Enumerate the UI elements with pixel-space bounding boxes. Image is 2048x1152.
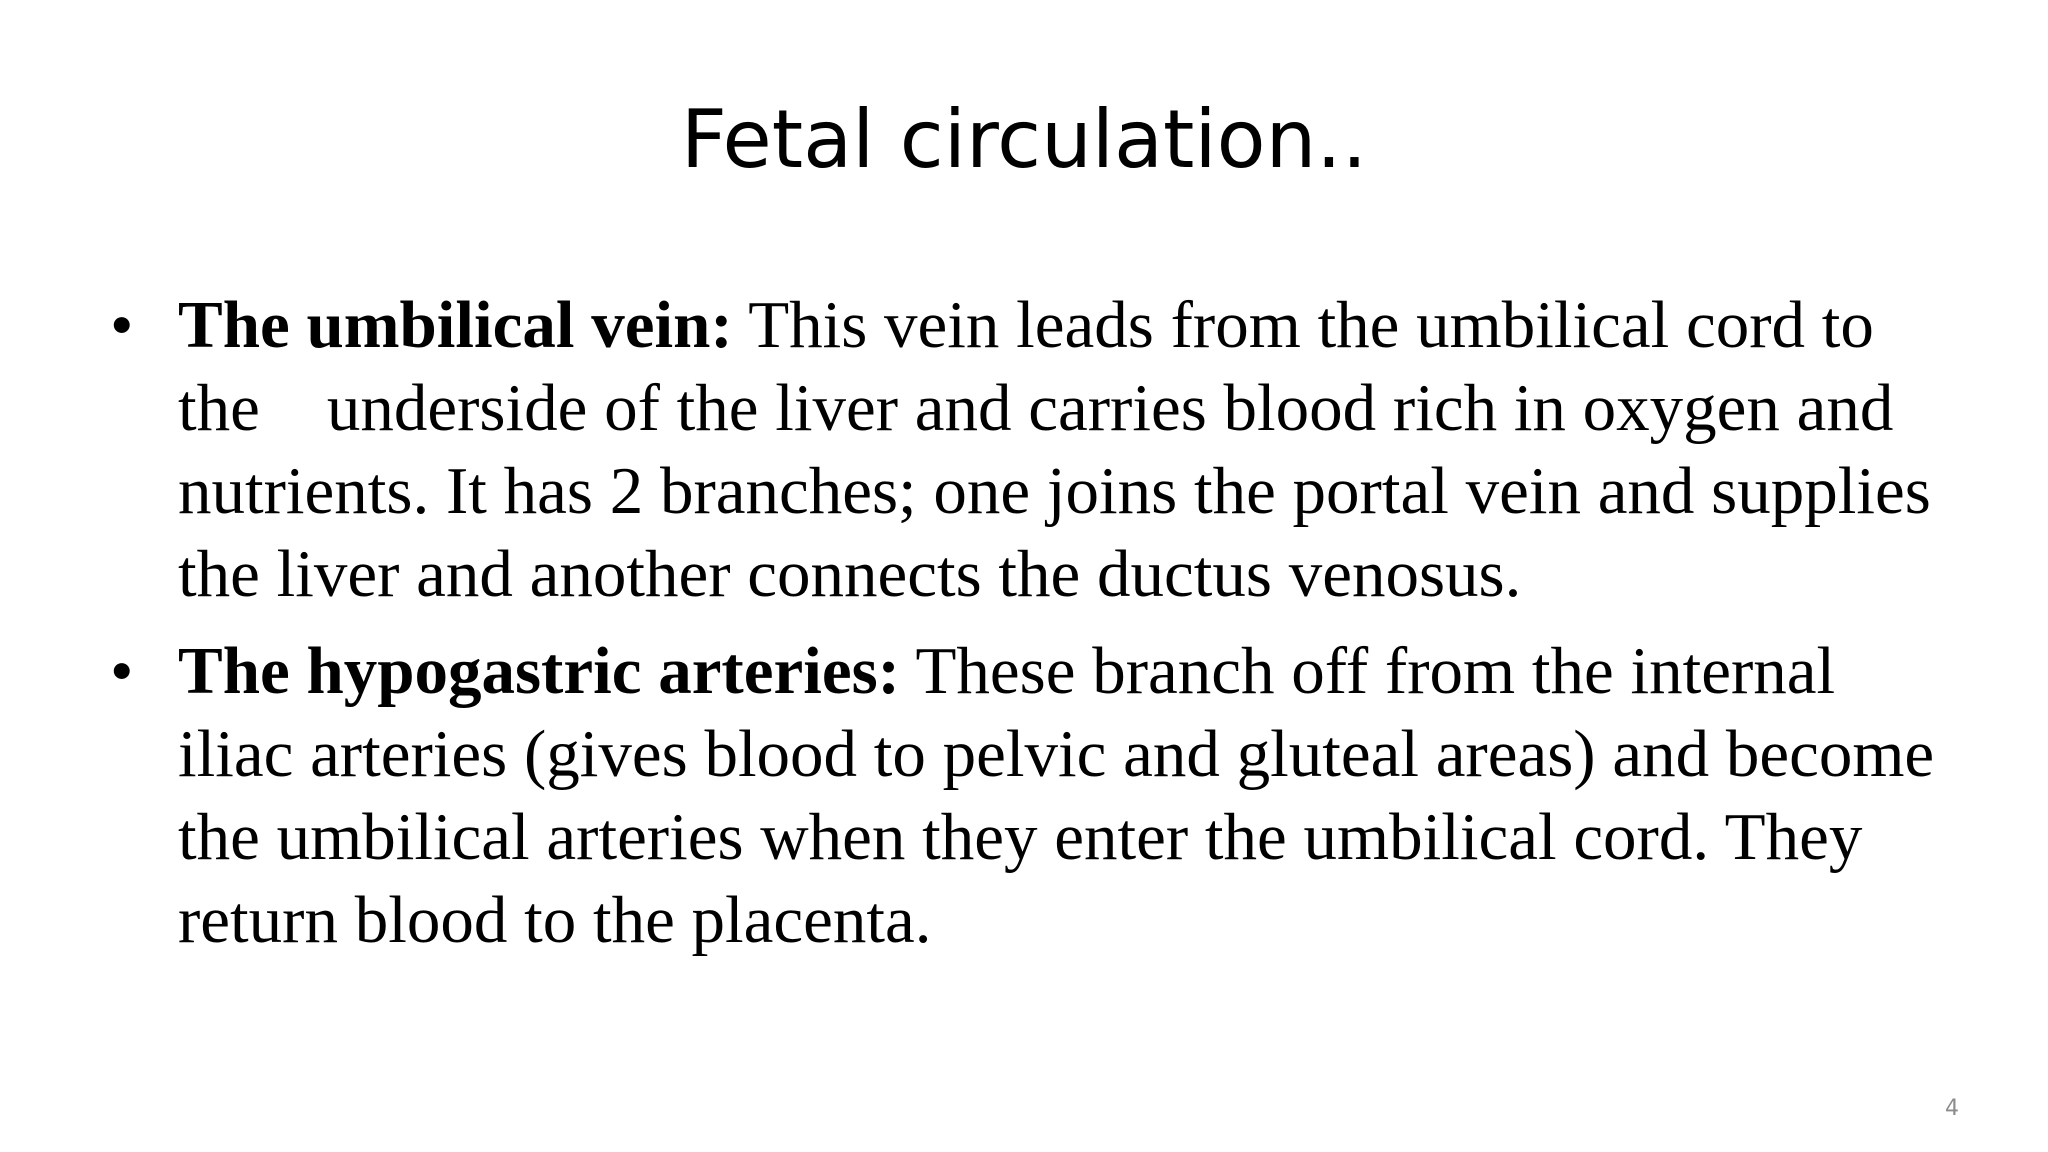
bullet-item-umbilical-vein [110,284,1960,616]
bullet-text: This vein leads from the umbilical cord to the underside of the liver and carries blood rich in oxygen and nutrients. It has 2 branches; one joins the portal vein and supplies the liver and another connects the ductus venosus. [178,288,1948,611]
page-number: 4 [1945,1096,1959,1121]
bullet-list [110,284,1960,976]
bullet-term: The umbilical vein: [178,288,733,362]
slide-title: Fetal circulation.. [680,93,1368,186]
bullet-term: The hypogastric arteries: [178,634,900,708]
bullet-marker: • [110,288,134,362]
bullet-text: These branch off from the internal iliac arteries (gives blood to pelvic and gluteal areas) and become the umbilical arteries when they enter the umbilical cord. They return blood to the placenta. [178,634,1935,957]
bullet-marker: • [110,634,134,708]
bullet-item-hypogastric-arteries [110,630,1960,962]
